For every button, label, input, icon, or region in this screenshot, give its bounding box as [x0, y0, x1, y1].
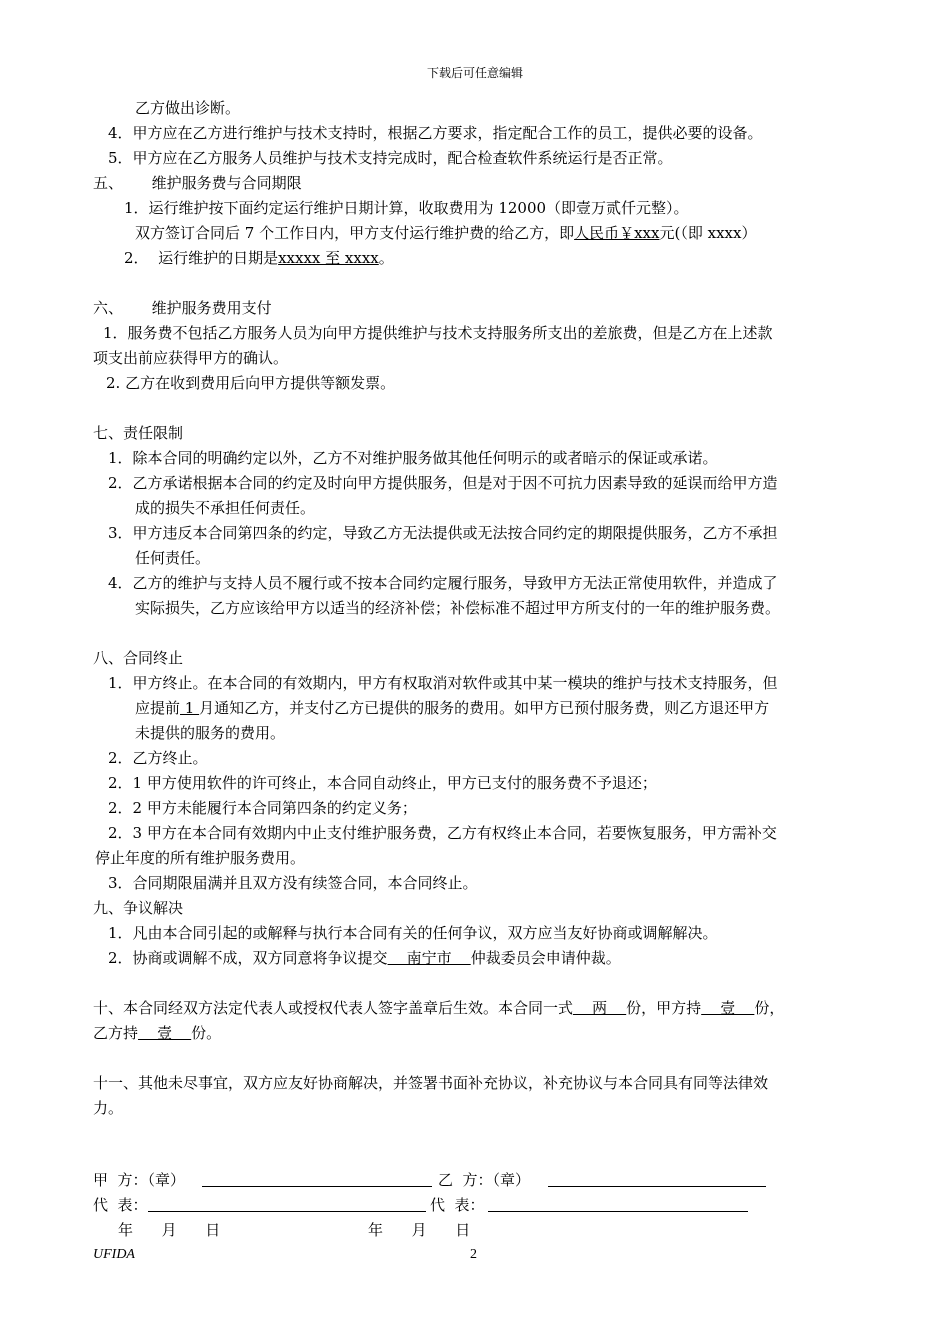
- party-b-date: 年 月 日: [368, 1221, 471, 1239]
- text-line: 1．除本合同的明确约定以外，乙方不对维护服务做其他任何明示的或者暗示的保证或承诺。: [108, 449, 718, 467]
- underlined-party-b-copies: 壹: [138, 1024, 192, 1042]
- text-line: 3．甲方违反本合同第四条的约定，导致乙方无法提供或无法按合同约定的期限提供服务，乙方不承担: [108, 524, 778, 542]
- page-number: 2: [470, 1247, 477, 1262]
- party-b-representative-label: 代 表：: [430, 1196, 485, 1214]
- text-line: 3．合同期限届满并且双方没有续签合同，本合同终止。: [108, 874, 478, 892]
- section-heading: 八、合同终止: [93, 649, 184, 667]
- text-line: 力。: [93, 1099, 124, 1117]
- text-line: 任何责任。: [135, 549, 211, 567]
- text-line: 1．运行维护按下面约定运行维护日期计算，收取费用为 12000（即壹万贰仟元整）。: [124, 199, 689, 217]
- party-b-representative-line: [488, 1196, 748, 1212]
- text-line: 1．服务费不包括乙方服务人员为向甲方提供维护与技术支持服务所支出的差旅费，但是乙方在上述款: [103, 324, 773, 342]
- text-line: 双方签订合同后 7 个工作日内，甲方支付运行维护费的给乙方，即人民币￥xxx元(（即 xxxx）: [135, 224, 757, 242]
- text-line: 乙方做出诊断。: [135, 99, 241, 117]
- text-line: 2． 运行维护的日期是xxxxx 至 xxxx。: [124, 249, 394, 267]
- party-b-signature-line: [548, 1171, 766, 1187]
- text-line: 2．乙方终止。: [108, 749, 208, 767]
- text-line: 成的损失不承担任何责任。: [135, 499, 316, 517]
- underlined-city: 南宁市: [387, 949, 471, 967]
- text-line: 1．凡由本合同引起的或解释与执行本合同有关的任何争议，双方应当友好协商或调解解决。: [108, 924, 718, 942]
- underlined-copies: 两: [573, 999, 627, 1017]
- text-line: 十、本合同经双方法定代表人或授权代表人签字盖章后生效。本合同一式 两 份，甲方持 壹 份，: [93, 999, 785, 1017]
- party-a-signature-line: [202, 1171, 432, 1187]
- text-line: 2．乙方承诺根据本合同的约定及时向甲方提供服务，但是对于因不可抗力因素导致的延误而给甲方造: [108, 474, 778, 492]
- text-line: 应提前 1 月通知乙方，并支付乙方已提供的服务的费用。如甲方已预付服务费，则乙方退还甲方: [135, 699, 770, 717]
- text-line: 5．甲方应在乙方服务人员维护与技术支持完成时，配合检查软件系统运行是否正常。: [108, 149, 673, 167]
- party-b-seal-label: 乙 方：（章）: [438, 1171, 531, 1189]
- party-a-representative-line: [148, 1196, 426, 1212]
- text-line: 2．协商或调解不成，双方同意将争议提交 南宁市 仲裁委员会申请仲裁。: [108, 949, 621, 967]
- text-line: 未提供的服务的费用。: [135, 724, 286, 742]
- section-heading: 九、争议解决: [93, 899, 184, 917]
- page-header: 下载后可任意编辑: [426, 66, 523, 80]
- party-a-seal-label: 甲 方：（章）: [93, 1171, 186, 1189]
- text-line: 实际损失，乙方应该给甲方以适当的经济补偿；补偿标准不超过甲方所支付的一年的维护服务费。: [135, 599, 781, 617]
- text-line: 4．甲方应在乙方进行维护与技术支持时，根据乙方要求，指定配合工作的员工，提供必要的设备。: [108, 124, 763, 142]
- text-line: 项支出前应获得甲方的确认。: [93, 349, 289, 367]
- footer-brand: UFIDA: [93, 1247, 135, 1262]
- text-line: 2．2 甲方未能履行本合同第四条的约定义务；: [108, 799, 417, 817]
- text-line: 停止年度的所有维护服务费用。: [95, 849, 306, 867]
- section-heading: 五、 维护服务费与合同期限: [93, 174, 302, 192]
- text-line: 2. 乙方在收到费用后向甲方提供等额发票。: [106, 374, 396, 392]
- party-a-representative-label: 代 表：: [93, 1196, 148, 1214]
- underlined-amount: 人民币￥xxx: [574, 224, 660, 242]
- party-a-date: 年 月 日: [118, 1221, 221, 1239]
- text-line: 2．3 甲方在本合同有效期内中止支付维护服务费，乙方有权终止本合同，若要恢复服务，甲方需补交: [108, 824, 777, 842]
- text-line: 十一、其他未尽事宜，双方应友好协商解决，并签署书面补充协议，补充协议与本合同具有同等法律效: [93, 1074, 769, 1092]
- underlined-months: 1: [180, 699, 200, 717]
- section-heading: 六、 维护服务费用支付: [93, 299, 272, 317]
- underlined-dates: xxxxx 至 xxxx: [278, 249, 379, 267]
- section-heading: 七、责任限制: [93, 424, 184, 442]
- underlined-party-a-copies: 壹: [701, 999, 755, 1017]
- text-line: 乙方持 壹 份。: [93, 1024, 222, 1042]
- text-line: 1．甲方终止。在本合同的有效期内，甲方有权取消对软件或其中某一模块的维护与技术支持服务，但: [108, 674, 778, 692]
- text-line: 4．乙方的维护与支持人员不履行或不按本合同约定履行服务，导致甲方无法正常使用软件，并造成了: [108, 574, 778, 592]
- text-line: 2．1 甲方使用软件的许可终止，本合同自动终止，甲方已支付的服务费不予退还；: [108, 774, 657, 792]
